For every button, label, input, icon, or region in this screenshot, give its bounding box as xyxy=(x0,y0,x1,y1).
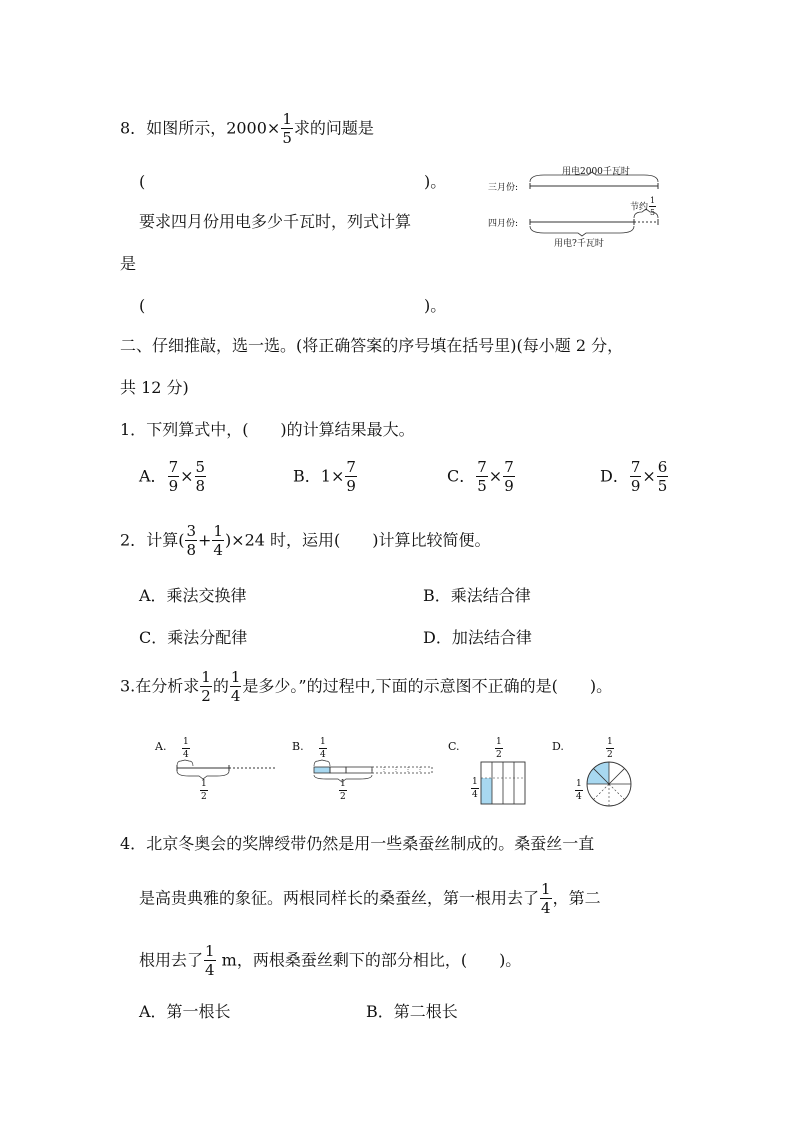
fraction: $\frac{1}{4}$ xyxy=(230,668,241,705)
q8-line1: 8．如图所示，2000× $\frac{1}{5}$ 求的问题是 xyxy=(120,110,374,147)
q4-line2: 是高贵典雅的象征。两根同样长的桑蚕丝，第一根用去了 $\frac{1}{4}$ ，第二 xyxy=(139,880,601,917)
q2-option-a[interactable]: A．乘法交换律 xyxy=(139,586,247,605)
fraction: $\frac{7}{9}$ xyxy=(346,458,356,495)
q4-line3: 根用去了 $\frac{1}{4}$ m，两根桑蚕丝剩下的部分相比，( )。 xyxy=(139,942,522,979)
q3-stem: 3.在分析求 $\frac{1}{2}$ 的 $\frac{1}{4}$ 是多少。”的过程中,下面的示意图不正确的是( )。 xyxy=(120,668,613,705)
q1-option-c[interactable]: C． $\frac{7}{5}$ × $\frac{7}{9}$ xyxy=(447,458,514,495)
fraction: $\frac{1}{4}$ xyxy=(320,737,326,760)
section-title: 二、仔细推敲，选一选。(将正确答案的序号填在括号里)(每小题 2 分， xyxy=(120,336,624,355)
q4-line1: 4．北京冬奥会的奖牌绶带仍然是用一些桑蚕丝制成的。桑蚕丝一直 xyxy=(120,834,595,853)
q8-line2b: 是 xyxy=(120,254,137,273)
figure-d-circle xyxy=(552,736,652,811)
q2-option-d[interactable]: D．加法结合律 xyxy=(423,628,532,647)
answer-blank-close-2[interactable]: )。 xyxy=(424,296,447,315)
fraction: $\frac{1}{4}$ xyxy=(576,779,582,802)
q1-option-b[interactable]: B．1× $\frac{7}{9}$ xyxy=(293,458,356,495)
fraction: $\frac{1}{2}$ xyxy=(607,737,613,760)
fraction: $\frac{1}{4}$ xyxy=(213,522,223,559)
fraction: $\frac{7}{9}$ xyxy=(168,458,179,495)
q2-stem: 2．计算( $\frac{3}{8}$ + $\frac{1}{4}$ )×24 时，运用( )计算比较简便。 xyxy=(120,522,491,559)
answer-blank-open-2[interactable]: ( xyxy=(139,296,146,315)
answer-blank-close[interactable]: )。 xyxy=(424,172,447,191)
fraction: $\frac{1}{5}$ xyxy=(282,110,292,147)
bottom-label: 用电?千瓦时 xyxy=(554,239,604,249)
fraction: $\frac{7}{5}$ xyxy=(477,458,487,495)
fraction: $\frac{7}{9}$ xyxy=(504,458,514,495)
figure-c-grid xyxy=(448,736,533,806)
q1-option-d[interactable]: D． $\frac{7}{9}$ × $\frac{6}{5}$ xyxy=(600,458,668,495)
fraction: $\frac{1}{4}$ xyxy=(472,777,478,800)
fraction: $\frac{1}{5}$ xyxy=(650,196,656,217)
q3-figure-d[interactable]: D. $\frac{1}{2}$ $\frac{1}{4}$ xyxy=(552,736,652,811)
fraction: $\frac{1}{2}$ xyxy=(340,779,346,802)
fraction: $\frac{3}{8}$ xyxy=(186,522,196,559)
figure-b-bar xyxy=(292,736,437,806)
figure-a-lines xyxy=(155,736,280,806)
fraction: $\frac{7}{9}$ xyxy=(630,458,641,495)
section-title-2: 共 12 分) xyxy=(120,378,189,397)
march-label: 三月份: xyxy=(488,183,519,193)
q3-figure-a[interactable]: A. $\frac{1}{4}$ $\frac{1}{2}$ xyxy=(155,736,280,806)
diagram-lines xyxy=(484,160,674,255)
fraction: $\frac{1}{4}$ xyxy=(183,737,189,760)
fraction: $\frac{5}{8}$ xyxy=(195,458,206,495)
fraction: $\frac{1}{4}$ xyxy=(205,942,215,979)
q1-option-a[interactable]: A． $\frac{7}{9}$ × $\frac{5}{8}$ xyxy=(139,458,206,495)
q3-figure-c[interactable]: C. $\frac{1}{2}$ $\frac{1}{4}$ xyxy=(448,736,533,806)
fraction: $\frac{1}{2}$ xyxy=(496,737,502,760)
electricity-diagram xyxy=(484,160,674,255)
q4-option-a[interactable]: A．第一根长 xyxy=(139,1002,231,1021)
q2-option-c[interactable]: C．乘法分配律 xyxy=(139,628,248,647)
q1-stem: 1．下列算式中，( )的计算结果最大。 xyxy=(120,420,415,439)
q4-option-b[interactable]: B．第二根长 xyxy=(366,1002,458,1021)
answer-blank-open[interactable]: ( xyxy=(139,172,146,191)
q8-line2: 要求四月份用电多少千瓦时，列式计算 xyxy=(139,212,412,231)
top-label: 用电2000千瓦时 xyxy=(562,167,630,177)
april-label: 四月份: xyxy=(488,219,519,229)
q2-option-b[interactable]: B．乘法结合律 xyxy=(423,586,531,605)
fraction: $\frac{1}{2}$ xyxy=(201,779,207,802)
fraction: $\frac{6}{5}$ xyxy=(657,458,668,495)
q3-figure-b[interactable]: B. $\frac{1}{4}$ $\frac{1}{2}$ xyxy=(292,736,437,806)
save-label: 节约 $\frac{1}{5}$ xyxy=(630,196,656,217)
fraction: $\frac{1}{2}$ xyxy=(201,668,211,705)
fraction: $\frac{1}{4}$ xyxy=(541,880,551,917)
